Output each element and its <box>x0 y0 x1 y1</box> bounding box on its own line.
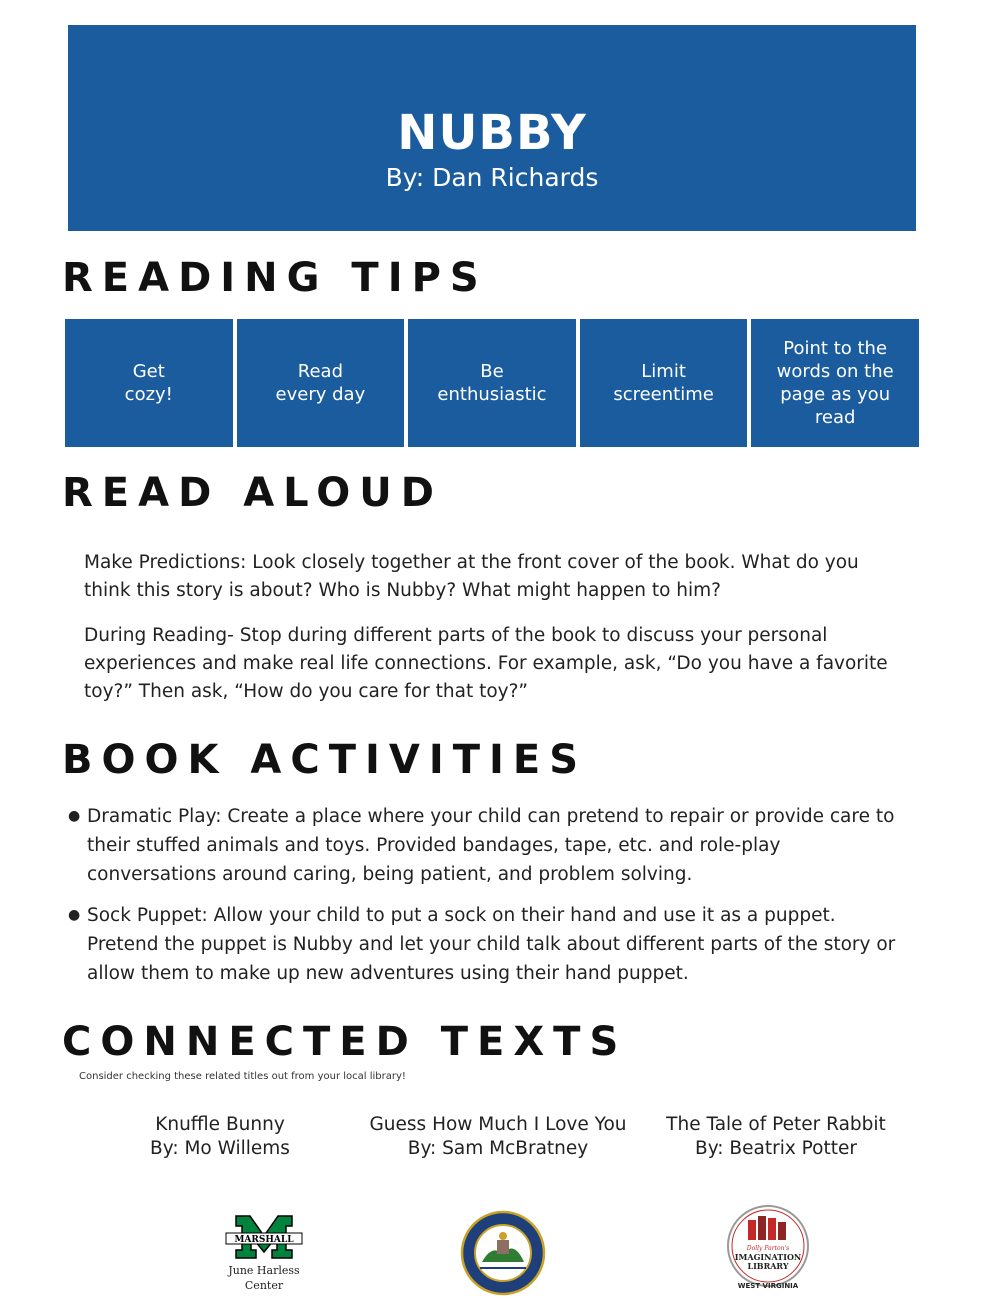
svg-text:June Harless: June Harless <box>228 1264 300 1277</box>
library-note: Consider checking these related titles out from your local library! <box>79 1071 406 1082</box>
bullet-icon: ● <box>68 907 81 923</box>
connected-texts-heading: CONNECTED TEXTS <box>62 1019 628 1065</box>
marshall-logo-icon <box>214 1212 314 1296</box>
bullet-icon: ● <box>68 808 81 824</box>
tip-card: Be enthusiastic <box>408 319 576 447</box>
book-activities-heading: BOOK ACTIVITIES <box>62 737 588 783</box>
book-title: Knuffle Bunny <box>155 1114 285 1135</box>
list-item <box>66 901 906 988</box>
tip-card: Get cozy! <box>65 319 233 447</box>
svg-text:IMAGINATION: IMAGINATION <box>734 1252 802 1262</box>
read-aloud-heading: READ ALOUD <box>62 470 443 516</box>
title-banner <box>68 25 916 231</box>
wvde-seal-icon <box>460 1210 546 1296</box>
svg-text:LIBRARY: LIBRARY <box>747 1261 789 1271</box>
read-aloud-paragraph: During Reading- Stop during different parts of the book to discuss your personal experiences and make real life connections. For example, ask, “Do you have a favorite toy?” Then ask, “How do you care for that toy?” <box>84 625 888 702</box>
marshall-june-harless-logo <box>214 1212 314 1296</box>
wv-department-of-education-seal <box>460 1210 546 1296</box>
svg-text:MARSHALL: MARSHALL <box>234 1235 294 1245</box>
activity-text: Sock Puppet: Allow your child to put a sock on their hand and use it as a puppet. Pretend the puppet is Nubby and let your child talk about different parts of the story or allow them to make up new adventures using their hand puppet. <box>87 905 896 984</box>
page-byline: By: Dan Richards <box>385 163 599 192</box>
svg-text:WEST VIRGINIA: WEST VIRGINIA <box>737 1282 799 1290</box>
book-author: By: Mo Willems <box>150 1138 290 1159</box>
book-author: By: Beatrix Potter <box>695 1138 857 1159</box>
reading-tips-heading: READING TIPS <box>62 255 488 301</box>
activity-text: Dramatic Play: Create a place where your child can pretend to repair or provide care to their stuffed animals and toys. Provided bandages, tape, etc. and role-play conversations around caring, being patient, and problem solving. <box>87 806 895 885</box>
page-title: NUBBY <box>397 105 587 161</box>
imagination-library-icon <box>724 1204 812 1296</box>
book-entry <box>656 1113 896 1161</box>
svg-text:Dolly Parton's: Dolly Parton's <box>746 1245 790 1252</box>
list-item <box>66 802 906 889</box>
book-entry <box>120 1113 320 1161</box>
imagination-library-logo <box>724 1204 812 1296</box>
activities-list <box>66 802 906 1000</box>
book-entry <box>368 1113 628 1161</box>
tip-card: Limit screentime <box>580 319 748 447</box>
reading-tips-row <box>65 319 919 447</box>
book-author: By: Sam McBratney <box>407 1138 589 1159</box>
tip-card: Point to the words on the page as you read <box>751 319 919 447</box>
book-title: Guess How Much I Love You <box>369 1114 627 1135</box>
book-title: The Tale of Peter Rabbit <box>666 1114 886 1135</box>
read-aloud-paragraph: Make Predictions: Look closely together at the front cover of the book. What do you think this story is about? Who is Nubby? What might happen to him? <box>84 552 859 601</box>
tip-card: Read every day <box>237 319 405 447</box>
svg-text:Center: Center <box>244 1279 284 1292</box>
